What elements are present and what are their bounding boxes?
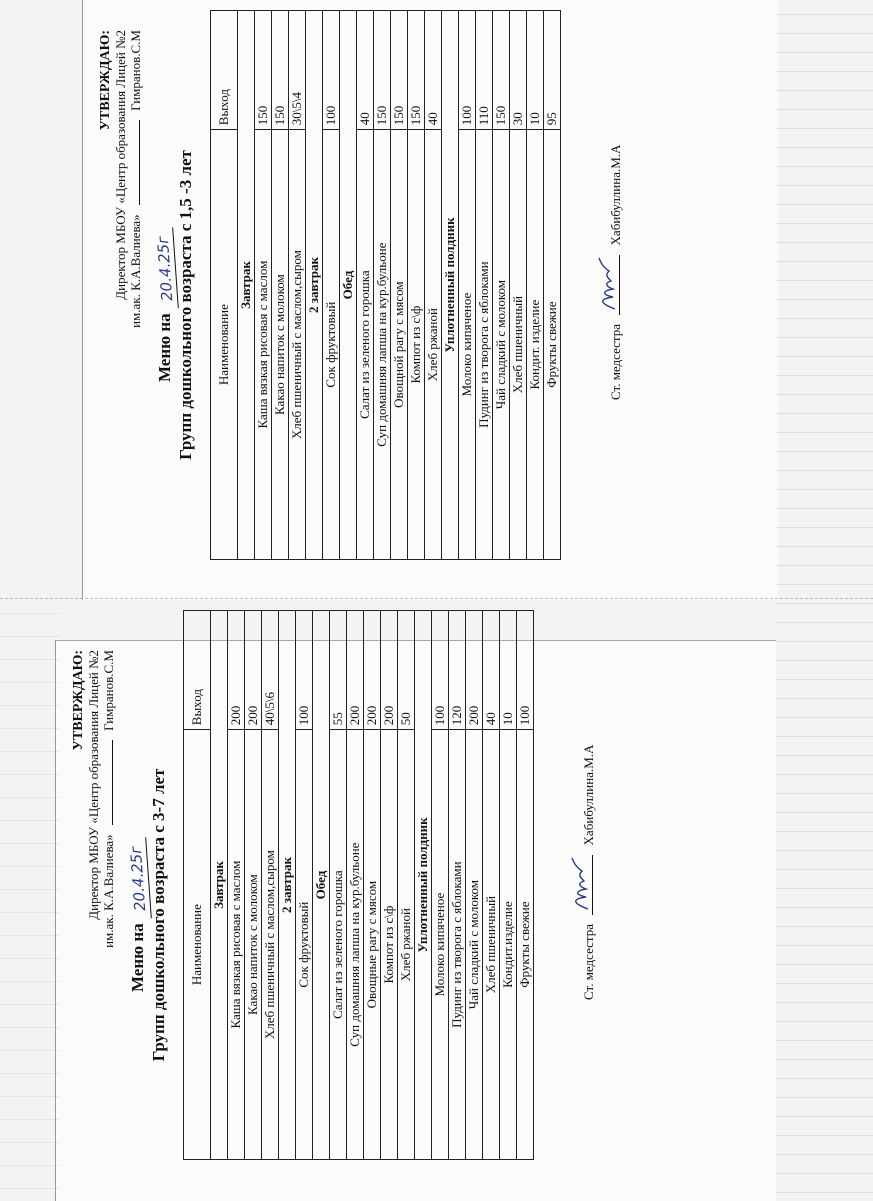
section-title: 2 завтрак <box>306 11 323 560</box>
menu-table <box>210 10 561 560</box>
dish-name: Хлеб ржаной <box>425 130 442 560</box>
dish-output: 40\5\6 <box>262 611 279 730</box>
dish-output: 200 <box>364 611 381 730</box>
dish-name: Кондит.изделие <box>500 730 517 1160</box>
dish-name: Молоко кипяченое <box>432 730 449 1160</box>
table-row <box>330 611 347 1160</box>
table-row <box>347 611 364 1160</box>
table-row <box>483 611 500 1160</box>
approval-title: УТВЕРЖДАЮ: <box>71 650 86 751</box>
dish-name: Каша вязкая рисовая с маслом <box>255 130 272 560</box>
table-row <box>449 611 466 1160</box>
fold-line <box>0 598 873 600</box>
dish-name: Суп домашняя лапша на кур.бульоне <box>347 730 364 1160</box>
column-header-name: Наименование <box>211 130 238 560</box>
dish-name: Овощной рагу с мясом <box>391 130 408 560</box>
dish-output: 55 <box>330 611 347 730</box>
dish-output: 150 <box>374 11 391 130</box>
section-row <box>313 611 330 1160</box>
table-row <box>408 11 425 560</box>
section-title: Завтрак <box>211 611 228 1160</box>
dish-name: Кондит. изделие <box>527 130 544 560</box>
dish-output: 40 <box>425 11 442 130</box>
table-row <box>374 11 391 560</box>
group-title: Групп дошкольного возраста с 3-7 лет <box>149 768 168 1062</box>
dish-output: 200 <box>381 611 398 730</box>
section-title: Обед <box>313 611 330 1160</box>
menu-prefix: Меню на <box>155 313 174 383</box>
table-row <box>272 11 289 560</box>
dish-output: 100 <box>296 611 313 730</box>
table-row <box>228 611 245 1160</box>
dish-output: 200 <box>347 611 364 730</box>
table-row <box>398 611 415 1160</box>
dish-name: Пудинг из творога с яблоками <box>449 730 466 1160</box>
dish-name: Молоко кипяченое <box>459 130 476 560</box>
scan-noise-left <box>0 598 60 1200</box>
nurse-signature-block <box>578 640 597 1190</box>
approval-block <box>63 640 116 1190</box>
approval-line2 <box>128 30 143 590</box>
section-row <box>279 611 296 1160</box>
column-header-name: Наименование <box>184 730 211 1160</box>
menu-title <box>155 20 176 590</box>
table-row <box>364 611 381 1160</box>
dish-output: 150 <box>408 11 425 130</box>
approval-line2-right: Гимранов.С.М <box>101 650 116 731</box>
table-row <box>432 611 449 1160</box>
section-title: Обед <box>340 11 357 560</box>
nurse-signature <box>605 255 620 315</box>
table-row <box>459 11 476 560</box>
nurse-name: Хабибуллина.М.А <box>581 744 596 846</box>
dish-name: Какао напиток с молоком <box>272 130 289 560</box>
dish-name: Чай сладкий с молоком <box>466 730 483 1160</box>
menu-prefix: Меню на <box>128 923 147 993</box>
dish-name: Хлеб пшеничный с маслом,сыром <box>262 730 279 1160</box>
table-row <box>357 11 374 560</box>
scan-noise <box>775 0 873 1200</box>
dish-output: 200 <box>245 611 262 730</box>
menu-heading <box>155 20 196 590</box>
table-header-row <box>184 611 211 1160</box>
table-row <box>517 611 534 1160</box>
table-header-row <box>211 11 238 560</box>
dish-name: Хлеб пшеничный с маслом,сыром <box>289 130 306 560</box>
dish-output: 100 <box>517 611 534 730</box>
menu-title <box>128 640 149 1190</box>
section-row <box>340 11 357 560</box>
dish-output: 100 <box>323 11 340 130</box>
approval-signature-line <box>129 120 140 205</box>
section-title: Завтрак <box>238 11 255 560</box>
dish-output: 110 <box>476 11 493 130</box>
table-row <box>381 611 398 1160</box>
column-header-output: Выход <box>184 611 211 730</box>
menu-table <box>183 610 534 1160</box>
dish-output: 100 <box>459 11 476 130</box>
section-row <box>211 611 228 1160</box>
table-row <box>476 11 493 560</box>
group-title: Групп дошкольного возраста с 1,5 -3 лет <box>176 150 195 460</box>
dish-name: Суп домашняя лапша на кур.бульоне <box>374 130 391 560</box>
dish-output: 10 <box>527 11 544 130</box>
dish-output: 150 <box>255 11 272 130</box>
dish-output: 40 <box>357 11 374 130</box>
dish-output: 150 <box>493 11 510 130</box>
table-row <box>245 611 262 1160</box>
dish-output: 30 <box>510 11 527 130</box>
table-row <box>255 11 272 560</box>
dish-output: 10 <box>500 611 517 730</box>
dish-name: Салат из зеленого горошка <box>357 130 374 560</box>
dish-name: Пудинг из творога с яблоками <box>476 130 493 560</box>
table-row <box>466 611 483 1160</box>
menu-document-1-5-3 <box>90 20 770 590</box>
table-row <box>500 611 517 1160</box>
dish-output: 100 <box>432 611 449 730</box>
signature-scribble <box>568 856 594 911</box>
approval-signature-line <box>102 740 113 825</box>
dish-name: Какао напиток с молоком <box>245 730 262 1160</box>
section-row <box>415 611 432 1160</box>
signature-scribble <box>595 256 621 311</box>
dish-name: Компот из с\ф <box>408 130 425 560</box>
handwritten-date: 20.4.25г <box>125 837 152 919</box>
section-title: 2 завтрак <box>279 611 296 1160</box>
section-row <box>442 11 459 560</box>
dish-name: Хлеб ржаной <box>398 730 415 1160</box>
section-title: Уплотненный полдник <box>442 11 459 560</box>
nurse-name: Хабибуллина.М.А <box>608 144 623 246</box>
table-row <box>425 11 442 560</box>
handwritten-date: 20.4.25г <box>152 227 179 309</box>
dish-name: Хлеб пшеничный <box>483 730 500 1160</box>
table-row <box>527 11 544 560</box>
approval-line1: Директор МБОУ «Центр образования Лицей №2 <box>113 30 128 300</box>
table-row <box>262 611 279 1160</box>
nurse-signature <box>578 855 593 915</box>
table-row <box>544 11 561 560</box>
dish-name: Фрукты свежие <box>544 130 561 560</box>
section-row <box>238 11 255 560</box>
dish-output: 50 <box>398 611 415 730</box>
column-header-output: Выход <box>211 11 238 130</box>
table-row <box>391 11 408 560</box>
approval-line2-left: им.ак. К.А.Валиева» <box>128 214 143 328</box>
dish-name: Каша вязкая рисовая с маслом <box>228 730 245 1160</box>
dish-output: 200 <box>466 611 483 730</box>
approval-line2-left: им.ак. К.А.Валиева» <box>101 834 116 948</box>
dish-name: Компот из с\ф <box>381 730 398 1160</box>
table-row <box>296 611 313 1160</box>
table-row <box>493 11 510 560</box>
dish-output: 120 <box>449 611 466 730</box>
dish-output: 200 <box>228 611 245 730</box>
nurse-label: Ст. медсестра <box>581 923 596 1000</box>
dish-output: 40 <box>483 611 500 730</box>
dish-output: 95 <box>544 11 561 130</box>
dish-name: Салат из зеленого горошка <box>330 730 347 1160</box>
approval-line2 <box>101 650 116 1190</box>
menu-heading <box>128 640 169 1190</box>
dish-name: Хлеб пшеничный <box>510 130 527 560</box>
table-row <box>323 11 340 560</box>
table-row <box>289 11 306 560</box>
table-row <box>510 11 527 560</box>
approval-block <box>90 20 143 590</box>
dish-output: 30\5\4 <box>289 11 306 130</box>
section-title: Уплотненный полдник <box>415 611 432 1160</box>
dish-name: Сок фруктовый <box>296 730 313 1160</box>
section-row <box>306 11 323 560</box>
nurse-label: Ст. медсестра <box>608 323 623 400</box>
dish-name: Чай сладкий с молоком <box>493 130 510 560</box>
dish-name: Овощные рагу с мясом <box>364 730 381 1160</box>
approval-title: УТВЕРЖДАЮ: <box>98 30 113 131</box>
dish-output: 150 <box>272 11 289 130</box>
nurse-signature-block <box>605 20 624 590</box>
approval-line1: Директор МБОУ «Центр образования Лицей №2 <box>86 650 101 920</box>
menu-document-3-7 <box>63 640 763 1190</box>
approval-line2-right: Гимранов.С.М <box>128 30 143 111</box>
dish-name: Фрукты свежие <box>517 730 534 1160</box>
dish-name: Сок фруктовый <box>323 130 340 560</box>
dish-output: 150 <box>391 11 408 130</box>
